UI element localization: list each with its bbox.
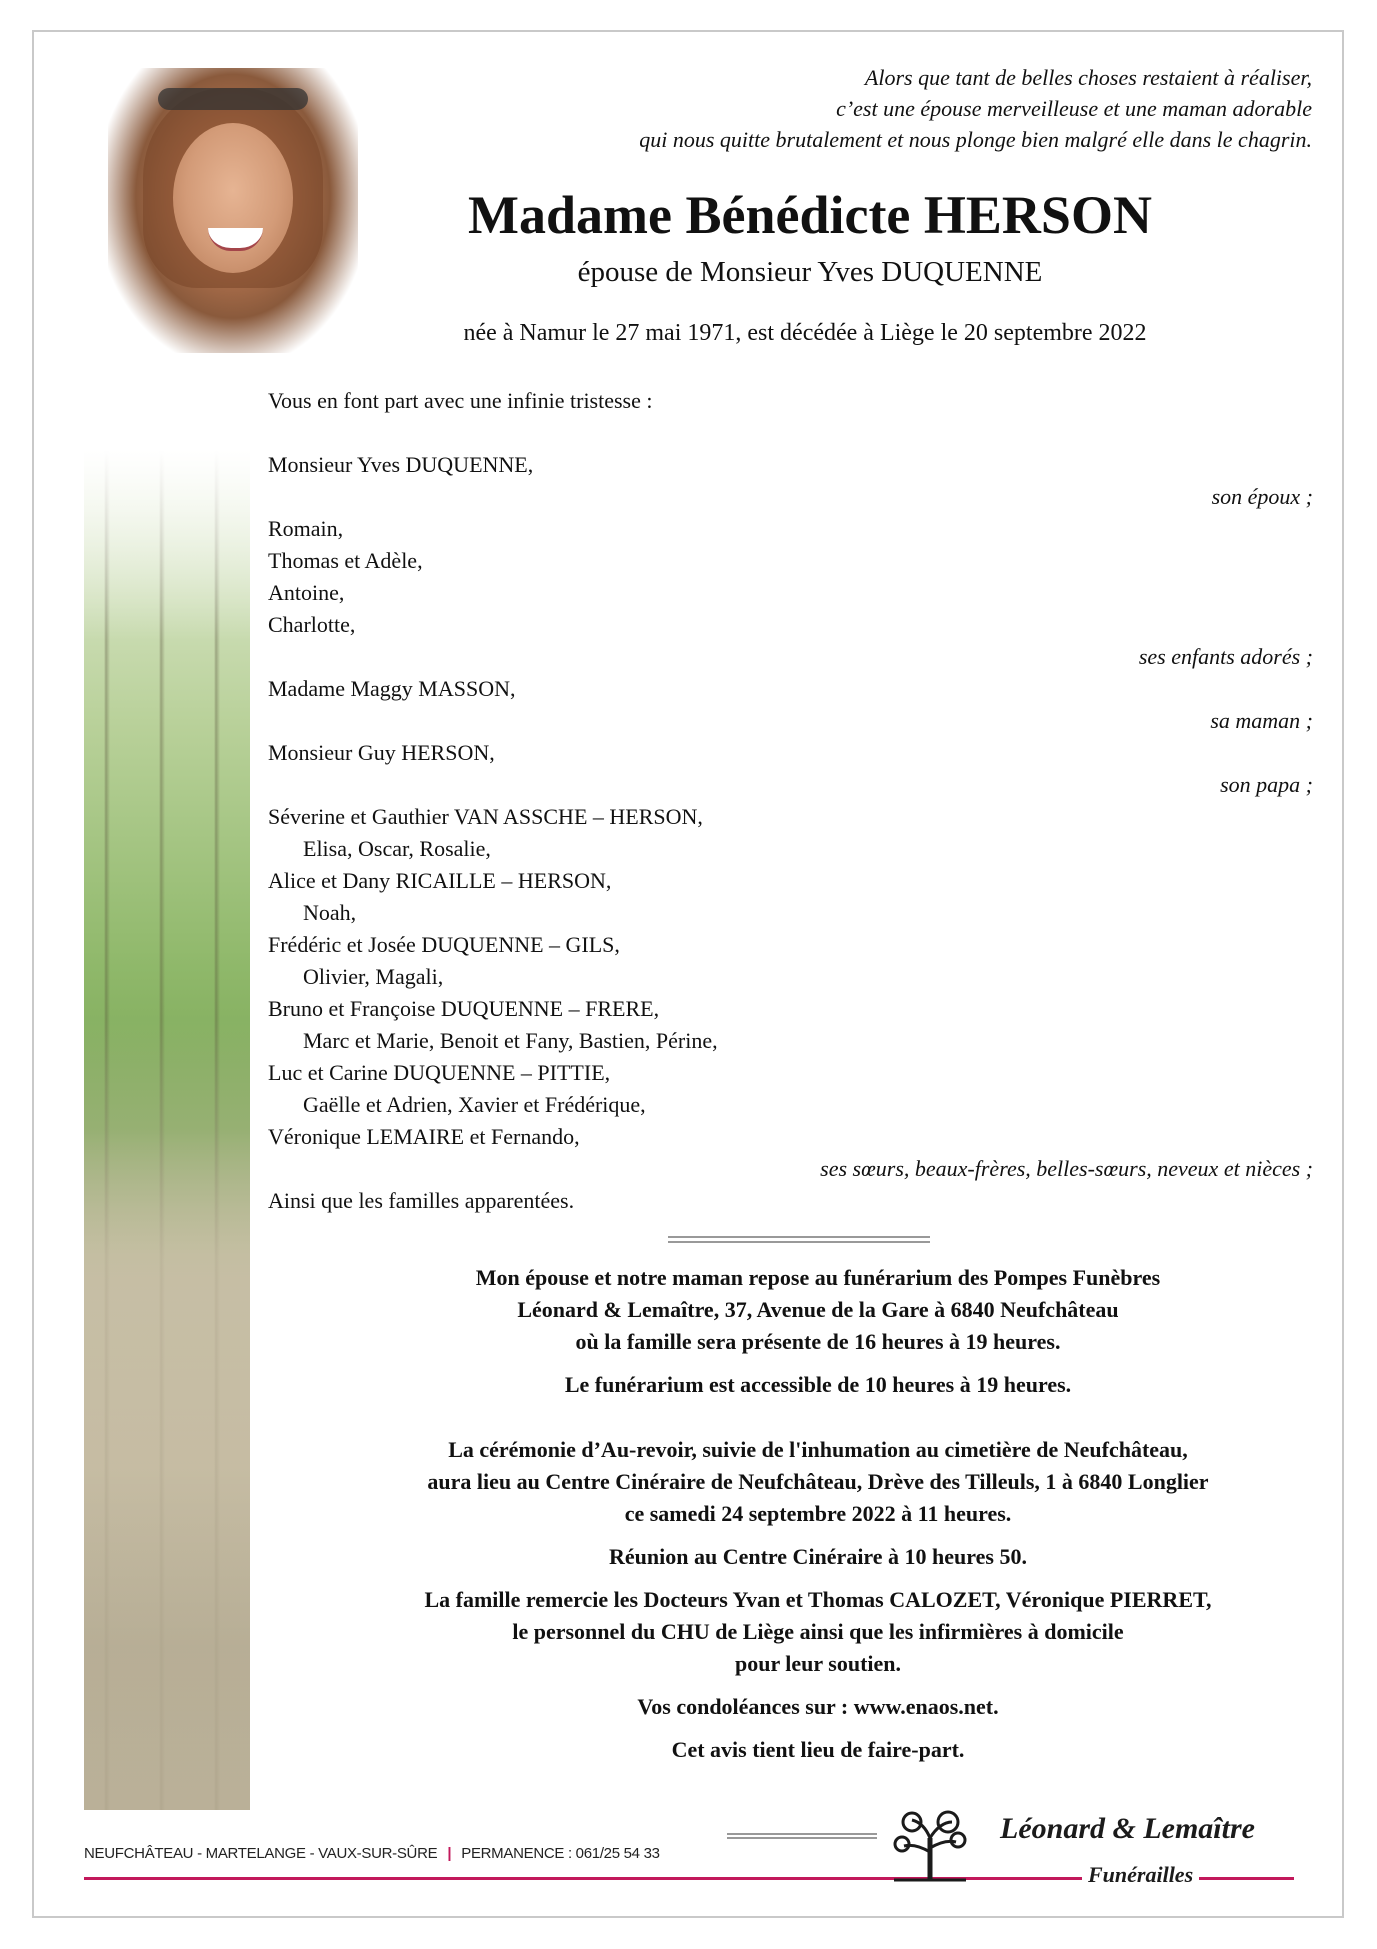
faire-part-line: Cet avis tient lieu de faire-part. (671, 1737, 965, 1762)
condolences-line: Vos condoléances sur : www.enaos.net. (637, 1694, 999, 1719)
funerarium-line: où la famille sera présente de 16 heures à 19 heures. (575, 1329, 1061, 1354)
child-name: Romain, (268, 516, 344, 541)
ceremony-line: ce samedi 24 septembre 2022 à 11 heures. (624, 1501, 1012, 1526)
intro-quote (432, 62, 1312, 155)
funeral-home-logo-subtitle: Funérailles (1082, 1862, 1199, 1888)
footer-double-rule (727, 1833, 877, 1839)
deceased-name: Madame Bénédicte HERSON (468, 185, 1152, 245)
family-closing: Ainsi que les familles apparentées. (268, 1188, 575, 1213)
portrait-photo (108, 68, 358, 353)
forest-path-photo (84, 450, 250, 1810)
spouse-role: son époux ; (1211, 484, 1313, 509)
intro-line: Alors que tant de belles choses restaient à réaliser, (864, 65, 1312, 90)
family-list (268, 385, 1313, 1217)
sibling-line: Luc et Carine DUQUENNE – PITTIE, (268, 1060, 611, 1085)
child-name: Thomas et Adèle, (268, 548, 423, 573)
footer-contact (84, 1845, 660, 1862)
tree-logo-icon (890, 1808, 970, 1882)
thanks-line: pour leur soutien. (734, 1651, 902, 1676)
siblings-role: ses sœurs, beaux-frères, belles-sœurs, neveux et nièces ; (820, 1156, 1313, 1181)
ceremony-line: La cérémonie d’Au-revoir, suivie de l'inhumation au cimetière de Neufchâteau, (448, 1437, 1188, 1462)
thanks-line: le personnel du CHU de Liège ainsi que les infirmières à domicile (512, 1619, 1124, 1644)
footer-permanence: PERMANENCE : 061/25 54 33 (461, 1845, 660, 1862)
sibling-children-line: Olivier, Magali, (303, 964, 444, 989)
spouse-name: Monsieur Yves DUQUENNE, (268, 452, 534, 477)
children-role: ses enfants adorés ; (1138, 644, 1313, 669)
mother-role: sa maman ; (1210, 708, 1313, 733)
birth-death-line: née à Namur le 27 mai 1971, est décédée à Liège le 20 septembre 2022 (463, 320, 1147, 346)
funerarium-line: Mon épouse et notre maman repose au funérarium des Pompes Funèbres (475, 1265, 1161, 1290)
reunion-line: Réunion au Centre Cinéraire à 10 heures 50. (609, 1544, 1027, 1569)
intro-line: qui nous quitte brutalement et nous plonge bien malgré elle dans le chagrin. (639, 127, 1312, 152)
sibling-children-line: Marc et Marie, Benoit et Fany, Bastien, Périne, (303, 1028, 718, 1053)
father-role: son papa ; (1220, 772, 1313, 797)
sibling-line: Véronique LEMAIRE et Fernando, (268, 1124, 580, 1149)
child-name: Antoine, (268, 580, 345, 605)
spouse-line: épouse de Monsieur Yves DUQUENNE (577, 256, 1043, 288)
sibling-line: Séverine et Gauthier VAN ASSCHE – HERSON, (268, 804, 703, 829)
sibling-line: Frédéric et Josée DUQUENNE – GILS, (268, 932, 620, 957)
footer-separator: | (447, 1845, 452, 1862)
funeral-home-logo-name: Léonard & Lemaître (1000, 1812, 1255, 1845)
sibling-children-line: Elisa, Oscar, Rosalie, (303, 836, 491, 861)
mother-name: Madame Maggy MASSON, (268, 676, 516, 701)
sibling-line: Alice et Dany RICAILLE – HERSON, (268, 868, 612, 893)
ceremony-line: aura lieu au Centre Cinéraire de Neufchâteau, Drève des Tilleuls, 1 à 6840 Longlier (427, 1469, 1209, 1494)
ceremony-notices (268, 1262, 1368, 1766)
father-name: Monsieur Guy HERSON, (268, 740, 495, 765)
child-name: Charlotte, (268, 612, 356, 637)
access-hours: Le funérarium est accessible de 10 heures à 19 heures. (564, 1372, 1072, 1397)
sibling-children-line: Gaëlle et Adrien, Xavier et Frédérique, (303, 1092, 646, 1117)
sibling-line: Bruno et Françoise DUQUENNE – FRERE, (268, 996, 660, 1021)
intro-line: c’est une épouse merveilleuse et une maman adorable (836, 96, 1312, 121)
funerarium-line: Léonard & Lemaître, 37, Avenue de la Gare à 6840 Neufchâteau (517, 1297, 1119, 1322)
footer-locations: NEUFCHÂTEAU - MARTELANGE - VAUX-SUR-SÛRE (84, 1845, 438, 1862)
sibling-children-line: Noah, (303, 900, 357, 925)
section-divider (668, 1236, 930, 1243)
family-opening: Vous en font part avec une infinie tristesse : (268, 388, 653, 413)
thanks-line: La famille remercie les Docteurs Yvan et Thomas CALOZET, Véronique PIERRET, (424, 1587, 1212, 1612)
